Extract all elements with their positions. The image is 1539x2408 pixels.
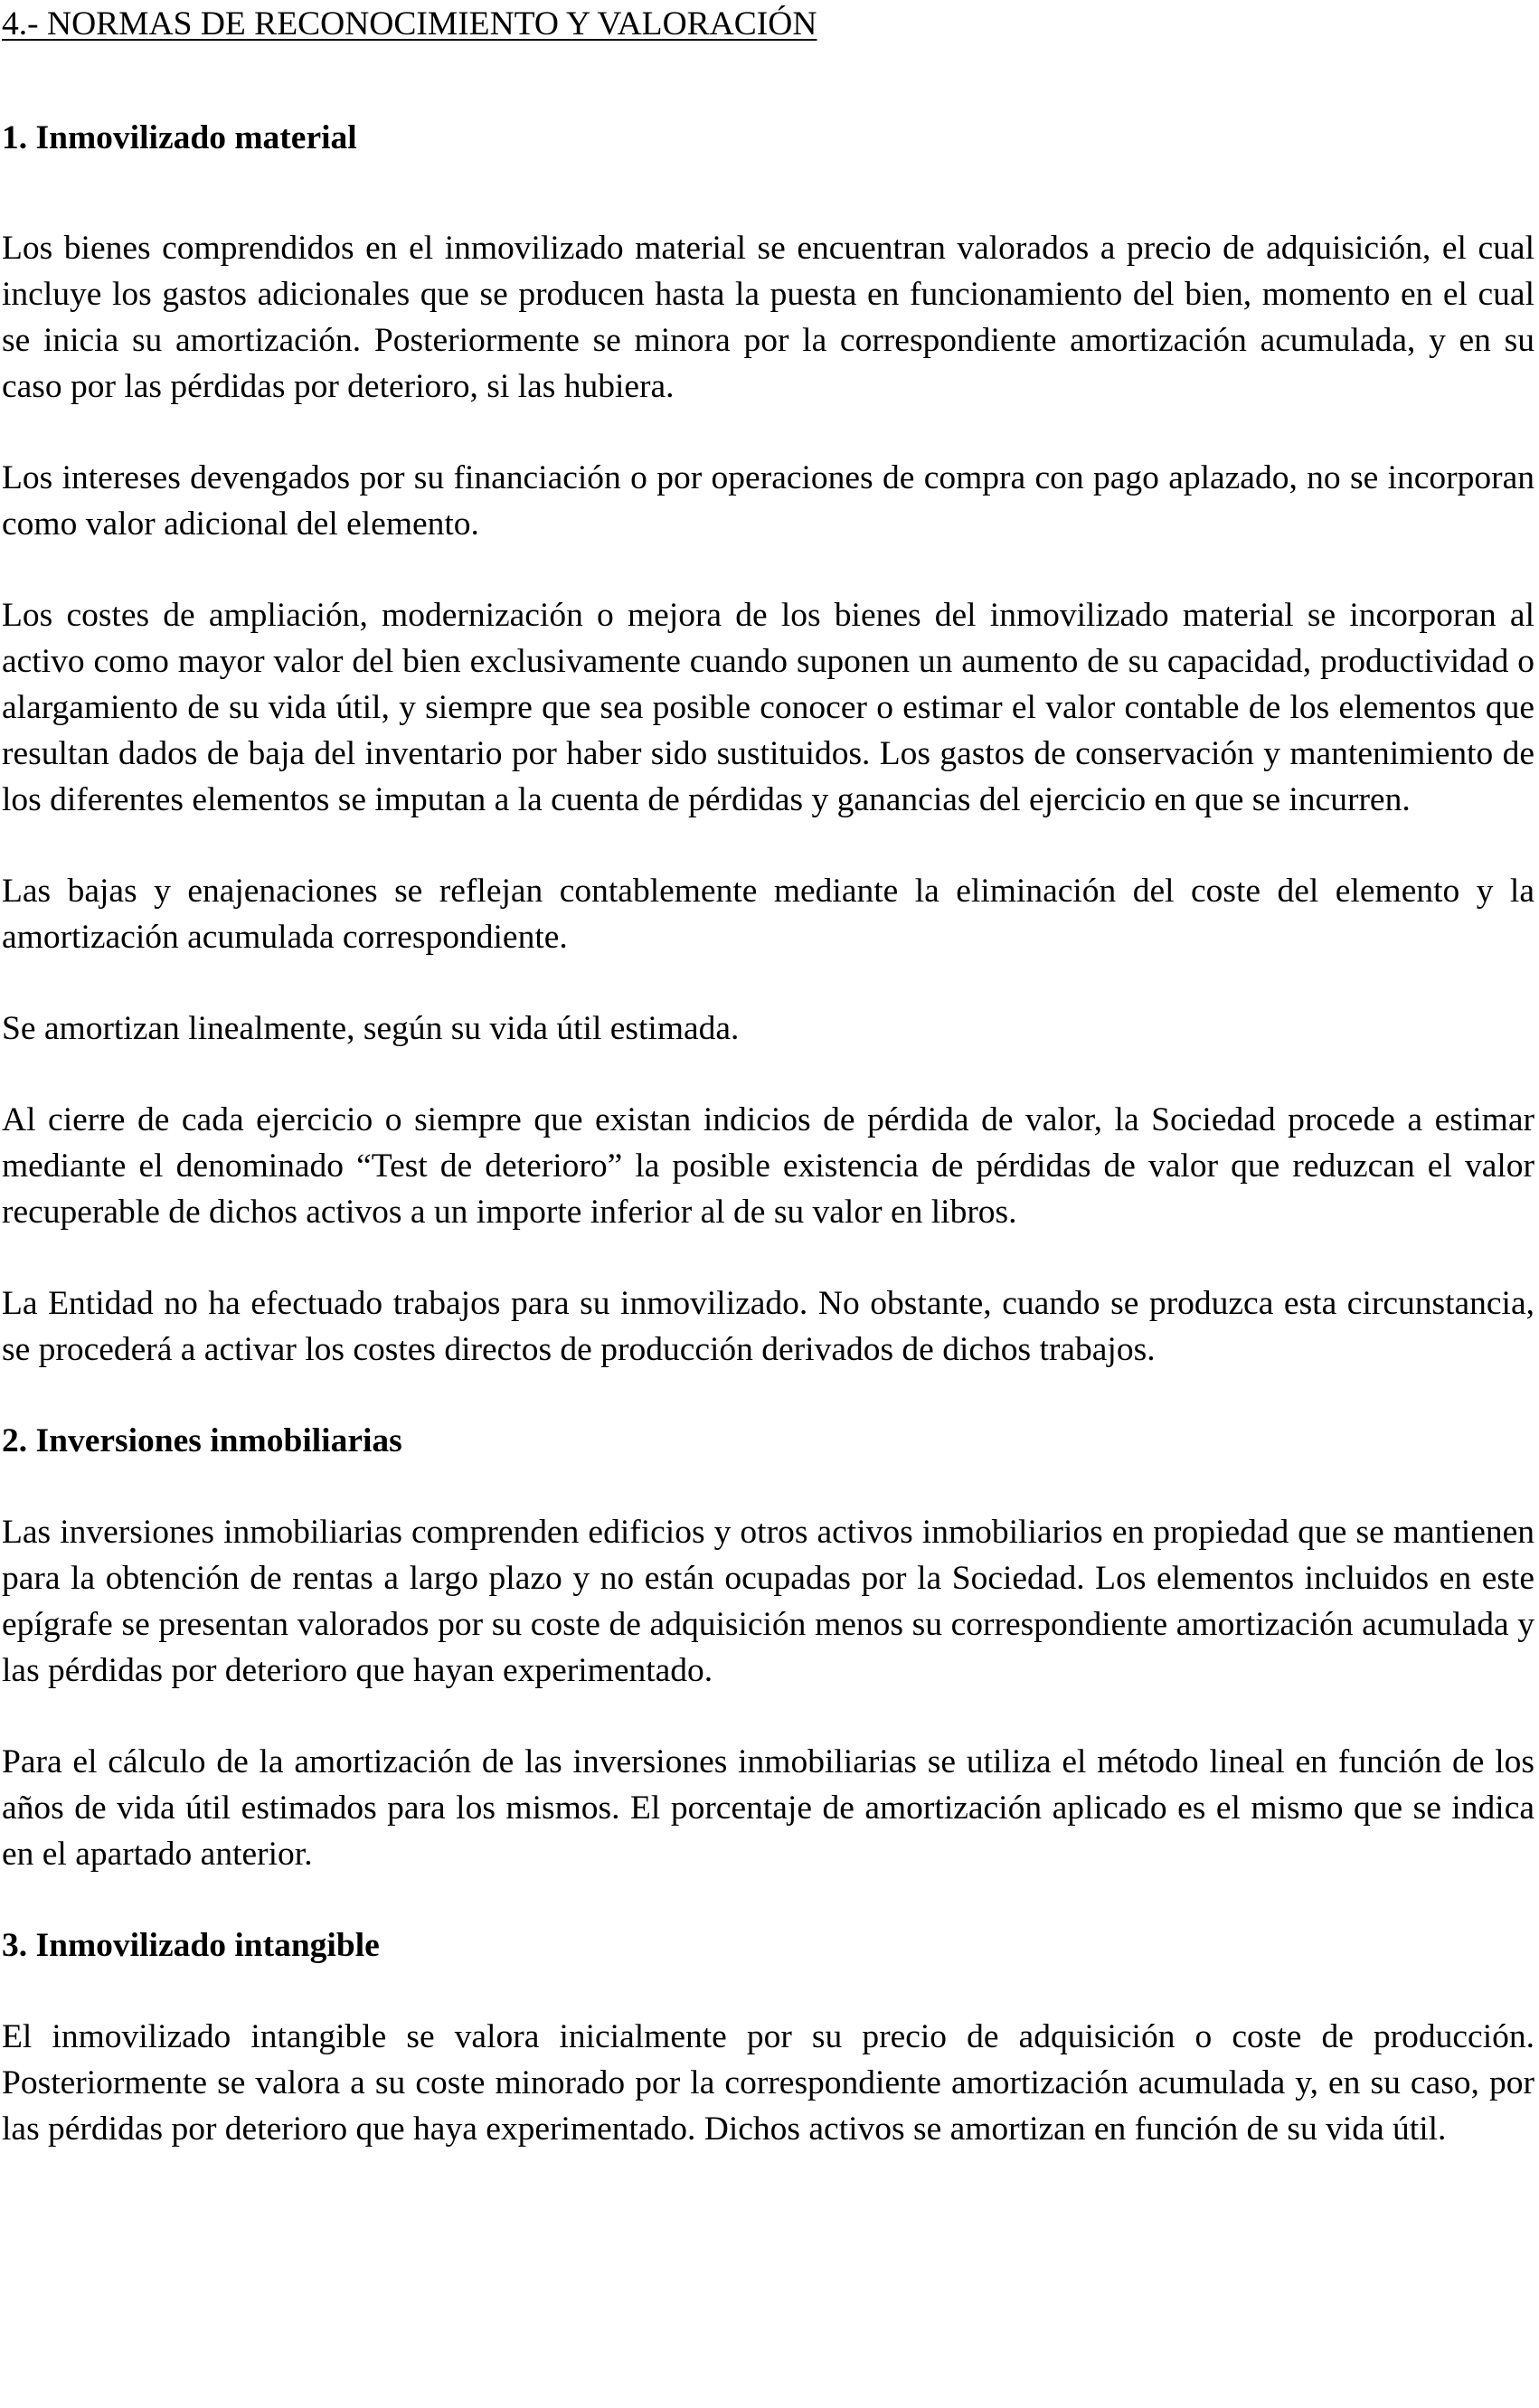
paragraph: Los costes de ampliación, modernización o mejora de los bienes del inmovilizado material se incorporan al activo como mayor valor del bien exclusivamente cuando suponen un aumento de su capacidad, productividad o alargamiento de su vida útil, y siempre que sea posible conocer o estimar el valor contable de los elementos que resultan dados de baja del inventario por haber sido sustituidos. Los gastos de conservación y mantenimiento de los diferentes elementos se imputan a la cuenta de pérdidas y ganancias del ejercicio en que se incurren.: [2, 597, 1534, 818]
document-page: [2, 0, 1534, 2152]
paragraph: La Entidad no ha efectuado trabajos para su inmovilizado. No obstante, cuando se produzca esta circunstancia, se procederá a activar los costes directos de producción derivados de dichos trabajos.: [2, 1285, 1534, 1368]
paragraph: El inmovilizado intangible se valora inicialmente por su precio de adquisición o coste de producción. Posteriormente se valora a su coste minorado por la correspondiente amortización acumulada y, en su caso, por las pérdidas por deterioro que haya experimentado. Dichos activos se amortizan en función de su vida útil.: [2, 2018, 1534, 2148]
section-title-inversiones-inmobiliarias: 2. Inversiones inmobiliarias: [2, 1422, 402, 1459]
paragraph: Al cierre de cada ejercicio o siempre que existan indicios de pérdida de valor, la Sociedad procede a estimar mediante el denominado “Test de deterioro” la posible existencia de pérdidas de valor que reduzcan el valor recuperable de dichos activos a un importe inferior al de su valor en libros.: [2, 1101, 1534, 1231]
paragraph: Los bienes comprendidos en el inmovilizado material se encuentran valorados a precio de adquisición, el cual incluye los gastos adicionales que se producen hasta la puesta en funcionamiento del bien, momento en el cual se inicia su amortización. Posteriormente se minora por la correspondiente amortización acumulada, y en su caso por las pérdidas por deterioro, si las hubiera.: [2, 230, 1534, 405]
paragraph: Los intereses devengados por su financiación o por operaciones de compra con pago aplazado, no se incorporan como valor adicional del elemento.: [2, 459, 1534, 543]
document-title: 4.- NORMAS DE RECONOCIMIENTO Y VALORACIÓN: [2, 5, 817, 42]
paragraph: Las bajas y enajenaciones se reflejan contablemente mediante la eliminación del coste del elemento y la amortización acumulada correspondiente.: [2, 873, 1534, 956]
paragraph: Las inversiones inmobiliarias comprenden edificios y otros activos inmobiliarios en propiedad que se mantienen para la obtención de rentas a largo plazo y no están ocupadas por la Sociedad. Los elementos incluidos en este epígrafe se presentan valorados por su coste de adquisición menos su correspondiente amortización acumulada y las pérdidas por deterioro que hayan experimentado.: [2, 1514, 1534, 1689]
section-title-inmovilizado-intangible: 3. Inmovilizado intangible: [2, 1927, 380, 1964]
paragraph: Se amortizan linealmente, según su vida útil estimada.: [2, 1010, 740, 1047]
section-title-inmovilizado-material: 1. Inmovilizado material: [2, 119, 357, 156]
paragraph: Para el cálculo de la amortización de las inversiones inmobiliarias se utiliza el método lineal en función de los años de vida útil estimados para los mismos. El porcentaje de amortización aplicado es el mismo que se indica en el apartado anterior.: [2, 1743, 1534, 1873]
